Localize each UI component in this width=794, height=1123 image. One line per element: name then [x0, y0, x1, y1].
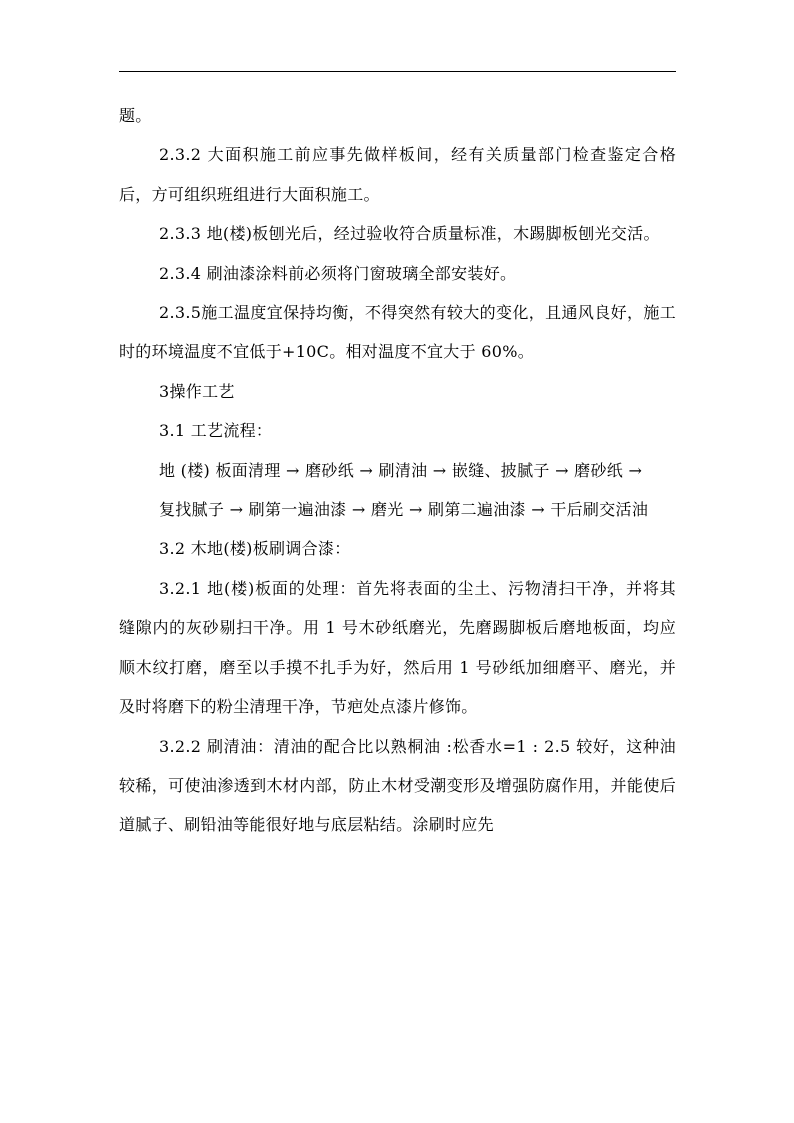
paragraph-2-3-5: 2.3.5施工温度宜保持均衡，不得突然有较大的变化，且通风良好，施工时的环境温度不宜低于+10C。相对温度不宜大于 60%。 — [119, 303, 676, 362]
paragraph-3-2-1: 3.2.1 地(楼)板面的处理：首先将表面的尘土、污物清扫干净，并将其缝隙内的灰砂剔扫干净。用 1 号木砂纸磨光，先磨踢脚板后磨地板面，均应顺木纹打磨，磨至以手摸不扎手为好，然后用 1 号砂纸加细磨平、磨光，并及时将磨下的粉尘清理干净，节疤处点漆片修饰。 — [119, 578, 676, 717]
paragraph-continuation: 题。 — [119, 106, 152, 125]
paragraph-2-3-4: 2.3.4 刷油漆涂料前必须将门窗玻璃全部安装好。 — [159, 263, 517, 283]
section-heading-3: 3操作工艺 — [159, 381, 235, 401]
section-heading-3-2: 3.2 木地(楼)板刷调合漆： — [159, 539, 351, 559]
document-body — [119, 96, 676, 845]
paragraph-2-3-2: 2.3.2 大面积施工前应事先做样板间，经有关质量部门检查鉴定合格后，方可组织班组进行大面积施工。 — [119, 145, 676, 204]
paragraph-2-3-3: 2.3.3 地(楼)板刨光后，经过验收符合质量标准，木踢脚板刨光交活。 — [159, 224, 660, 244]
section-heading-3-1: 3.1 工艺流程： — [159, 421, 273, 441]
paragraph-3-2-2: 3.2.2 刷清油：清油的配合比以熟桐油 :松香水=1 : 2.5 较好，这种油较稀，可使油渗透到木材内部，防止木材受潮变形及增强防腐作用，并能使后道腻子、刷铅油等能很好地与底层粘结。涂刷时应先 — [119, 736, 676, 835]
header-rule — [119, 71, 676, 72]
process-flow-line-1: 地 (楼) 板面清理 → 磨砂纸 → 刷清油 → 嵌缝、披腻子 → 磨砂纸 → — [159, 460, 643, 480]
process-flow-line-2: 复找腻子 → 刷第一遍油漆 → 磨光 → 刷第二遍油漆 → 干后刷交活油 — [159, 500, 649, 520]
